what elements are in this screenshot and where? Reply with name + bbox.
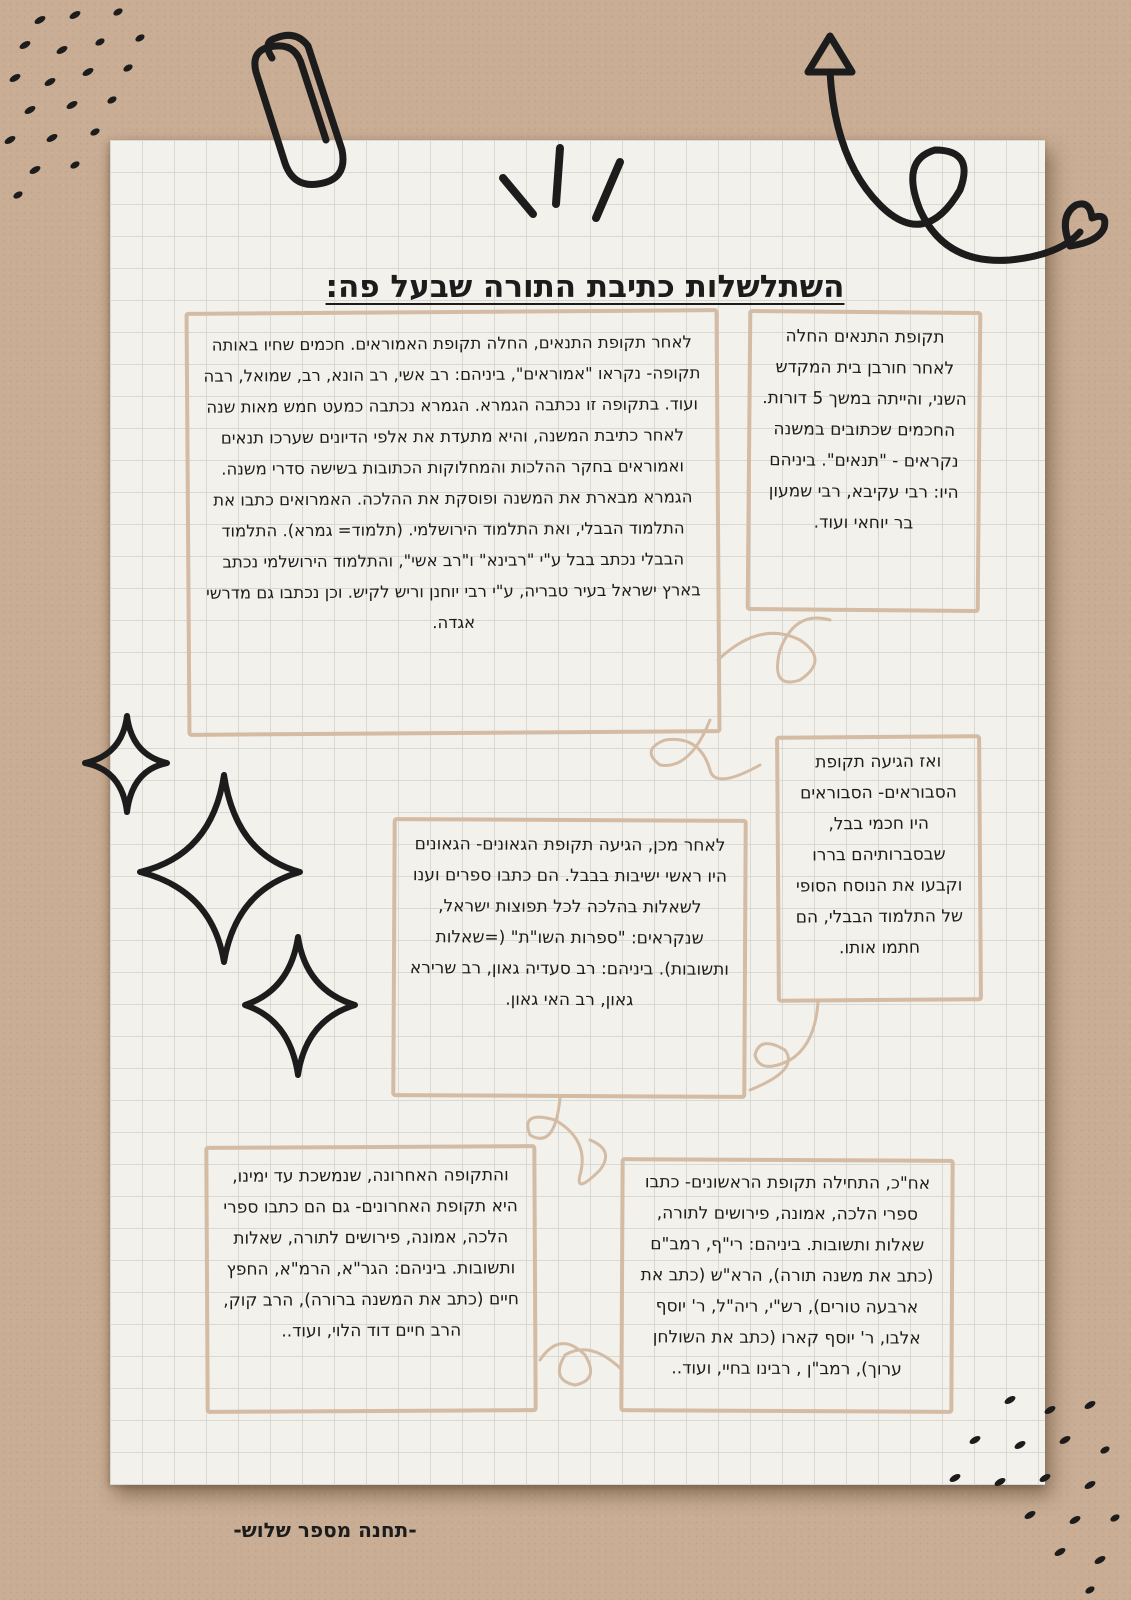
acharonim-box [204,1144,537,1414]
amoraim-box [185,308,722,737]
savoraim-text: ואז הגיעה תקופת הסבוראים- הסבוראים היו חכמי בבל, שבסברותיהם בררו וקבעו את הנוסח הסופי של התלמוד הבבלי, הם חתמו אותו. [795,751,964,959]
geonim-text: לאחר מכן, הגיעה תקופת הגאונים- הגאונים היו ראשי ישיבות בבבל. הם כתבו ספרים וענו לשאלות בהלכה לכל תפוצות ישראל, שנקראים: "ספרות השו"ת" (=שאלות ותשובות). ביניהם: רב סעדיה גאון, רב שרירא גאון, רב האי גאון. [409,834,730,1011]
tannaim-text: תקופת התנאים החלה לאחר חורבן בית המקדש השני, והייתה במשך 5 דורות. החכמים שכתובים במשנה נקראים - "תנאים". ביניהם היו: רבי עקיבא, רבי שמעון בר יוחאי ועוד. [762,326,967,534]
station-footer: -תחנה מספר שלוש- [233,1518,417,1542]
rishonim-text: אח"כ, התחילה תקופת הראשונים- כתבו ספרי הלכה, אמונה, פירושים לתורה, שאלות ותשובות. ביניהם: רי"ף, רמב"ם (כתב את משנה תורה), הרא"ש (כתב את ארבעה טורים), רש"י, ריה"ל, ר' יוסף אלבו, ר' יוסף קארו (כתב את השולחן ערוך), רמב"ן , רבינו בחיי, ועוד.. [640,1172,934,1380]
tannaim-box [746,309,983,613]
page-title: השתלשלות כתיבת התורה שבעל פה: [325,268,845,305]
savoraim-box [775,734,983,1002]
amoraim-text: לאחר תקופת התנאים, החלה תקופת האמוראים. חכמים שחיו באותה תקופה- נקראו "אמוראים", ביניהם: רב אשי, רב הונא, רב, שמואל, רבה ועוד. בתקופה זו נכתבה הגמרא. הגמרא נכתבה כמעט חמש מאות שנה לאחר כתיבת המשנה, והיא מתעדת את אלפי הדיונים שערכו תנאים ואמוראים בחקר ההלכות והמחלוקות הכתובות בשישה סדרי משנה. הגמרא מבארת את המשנה ופוסקת את ההלכה. האמרואים כתבו את התלמוד הבבלי, ואת התלמוד הירושלמי. (תלמוד= גמרא). התלמוד הבבלי נכתב בבל ע"י "רבינא" ו"רב אשי", והתלמוד הירושלמי נכתב בארץ ישראל בעיר טבריה, ע"י רבי יוחנן וריש לקיש. וכן נכתבו גם מדרשי אגדה. [203,332,701,633]
rishonim-box [619,1157,954,1414]
geonim-box [391,817,747,1099]
acharonim-text: והתקופה האחרונה, שנמשכת עד ימינו, היא תקופת האחרונים- גם הם כתבו ספרי הלכה, אמונה, פירושים לתורה, שאלות ותשובות. ביניהם: הגר"א, הרמ"א, החפץ חיים (כתב את המשנה ברורה), הרב קוק, הרב חיים דוד הלוי, ועוד.. [223,1165,519,1342]
